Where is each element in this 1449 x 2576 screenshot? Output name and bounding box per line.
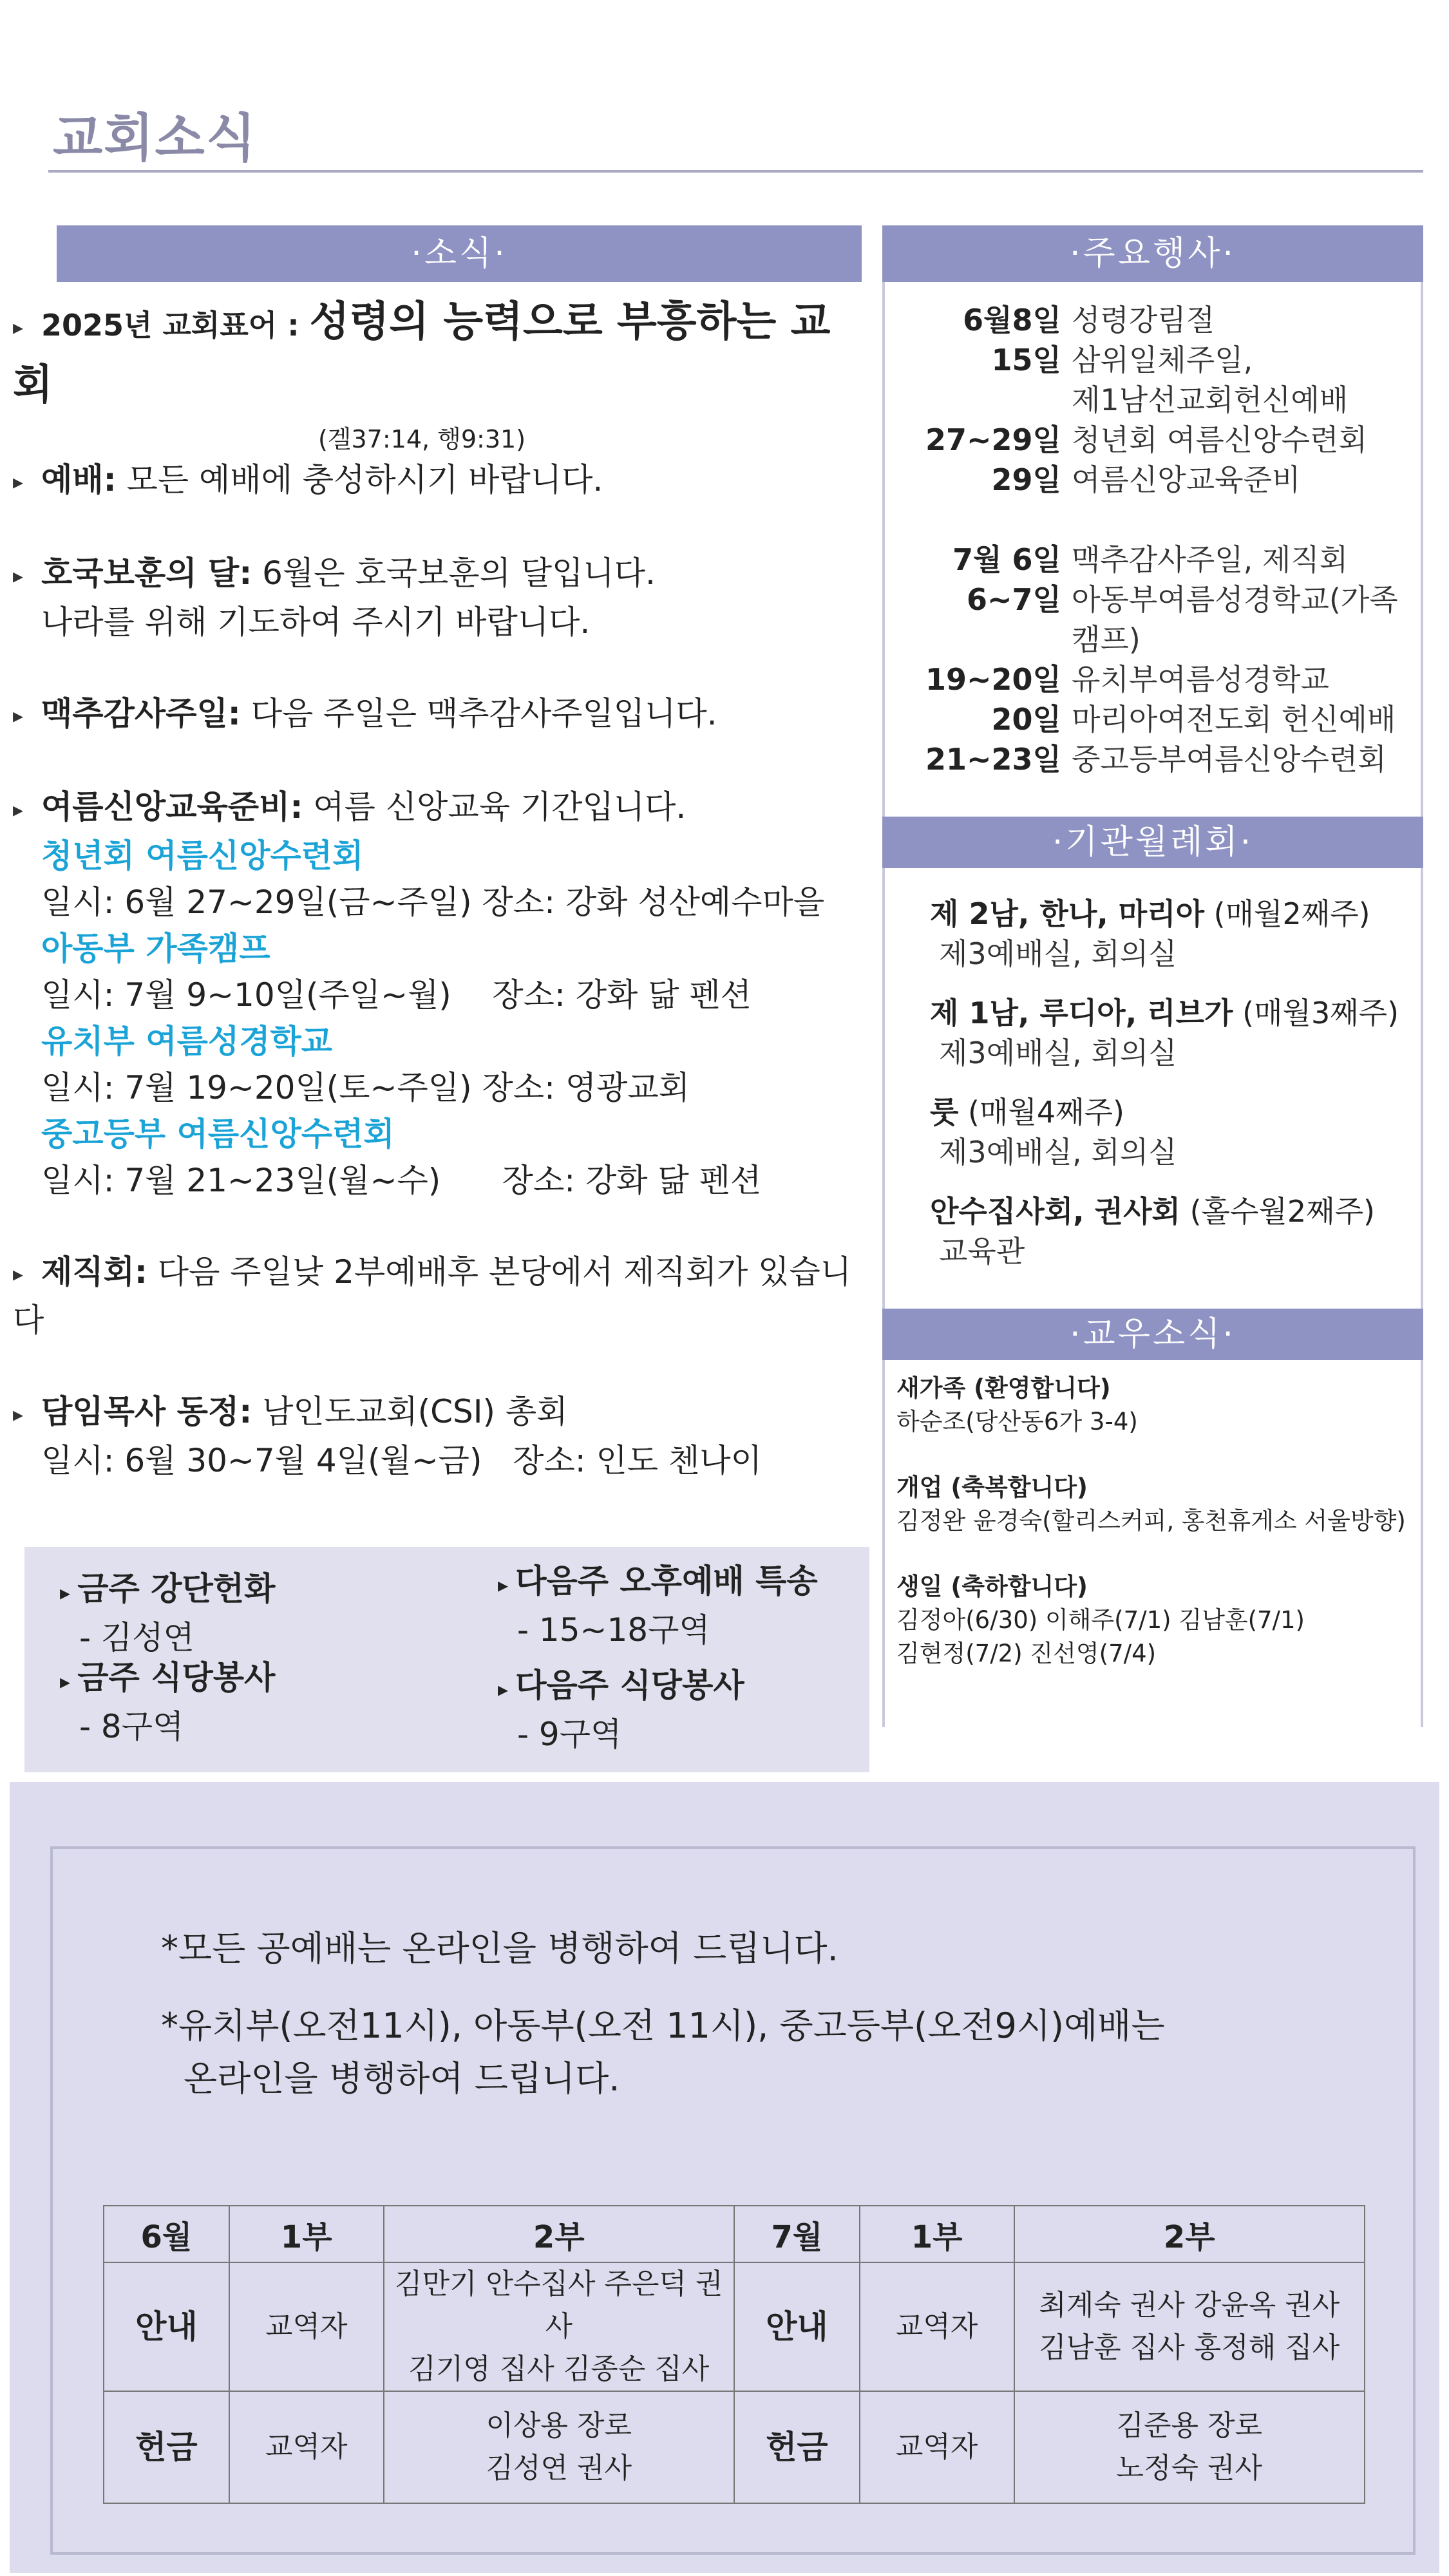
- event-row: [885, 620, 1421, 659]
- member-news-item: [885, 1372, 1421, 1439]
- triangle-bullet-icon: ▸: [13, 314, 24, 339]
- service-rota-table: [103, 2205, 1365, 2504]
- event-name: 아동부여름성경학교(가족: [1072, 582, 1398, 617]
- pastor-title: 담임목사 동정:: [41, 1393, 252, 1430]
- event-date: 7월 6일: [952, 542, 1061, 577]
- program-detail: 일시: 6월 27~29일(금~주일) 장소: 강화 성산예수마을: [41, 883, 825, 921]
- event-row: [885, 420, 1421, 460]
- event-name: 성령강림절: [1072, 303, 1215, 337]
- rota-role: 헌금: [104, 2391, 229, 2503]
- duty-box: [24, 1547, 869, 1772]
- triangle-bullet-icon: ▸: [13, 797, 24, 822]
- meetings-panel: [882, 868, 1423, 1309]
- duty-item: [60, 1655, 275, 1749]
- program-detail: 일시: 7월 9~10일(주일~월) 장소: 강화 닮 펜션: [41, 976, 752, 1014]
- event-row: [885, 340, 1421, 380]
- event-row: [885, 699, 1421, 739]
- member-news-title: 개업 (축복합니다): [896, 1473, 1088, 1501]
- council-title: 제직회:: [41, 1253, 147, 1291]
- duty-title: 다음주 식당봉사: [515, 1667, 744, 1704]
- rota-cell-line: 노정숙 권사: [1116, 2452, 1263, 2485]
- news-header: ·소식·: [57, 225, 862, 282]
- members-header: ·교우소식·: [882, 1309, 1423, 1360]
- event-row: [885, 540, 1421, 580]
- thanksgiving-text: 다음 주일은 맥추감사주일입니다.: [240, 694, 717, 732]
- program-name: 청년회 여름신앙수련회: [41, 837, 364, 875]
- meetings-header: ·기관월례회·: [882, 817, 1423, 868]
- meeting-name: 룻: [930, 1095, 959, 1130]
- duty-title: 다음주 오후예배 특송: [515, 1562, 818, 1600]
- meeting-name: 제 1남, 루디아, 리브가: [930, 996, 1233, 1030]
- rota-cell-line: 이상용 장로: [486, 2409, 632, 2442]
- duty-item: [498, 1558, 818, 1653]
- event-date: [885, 380, 1072, 420]
- event-name: 유치부여름성경학교: [1072, 662, 1329, 697]
- meeting-place: 교육관: [939, 1234, 1025, 1269]
- pastor-text: 남인도교회(CSI) 총회: [252, 1393, 568, 1430]
- rota-cell-line: 김준용 장로: [1116, 2409, 1263, 2442]
- duty-value: - 8구역: [79, 1708, 184, 1745]
- event-row: [885, 460, 1421, 500]
- council-text: 다음 주일낮 2부예배후 본당에서 제직회가 있습니다: [13, 1253, 852, 1339]
- event-spacer: [885, 500, 1421, 540]
- member-news-line: 김정완 윤경숙(할리스커피, 홍천휴게소 서울방향): [896, 1507, 1406, 1535]
- meeting-item: [885, 1191, 1421, 1271]
- meeting-item: [885, 993, 1421, 1073]
- duty-title: 금주 식당봉사: [77, 1659, 276, 1696]
- event-name: 마리아여전도회 헌신예배: [1072, 702, 1396, 737]
- rota-header: 2부: [1014, 2206, 1365, 2262]
- memorial-text-2: 나라를 위해 기도하여 주시기 바랍니다.: [41, 603, 591, 641]
- memorial-item: [13, 550, 869, 599]
- events-panel: [882, 282, 1423, 817]
- event-name: 중고등부여름신앙수련회: [1072, 742, 1387, 777]
- pastor-item: [13, 1388, 869, 1437]
- duty-value: - 9구역: [517, 1716, 622, 1753]
- meeting-frequency: (매월2째주): [1204, 896, 1370, 931]
- rota-cell: 교역자: [229, 2262, 384, 2391]
- motto-item: [13, 293, 869, 417]
- rota-header: 7월: [734, 2206, 860, 2262]
- member-news-item: [885, 1471, 1421, 1538]
- meeting-name: 제 2남, 한나, 마리아: [930, 896, 1205, 931]
- duty-item: [60, 1566, 275, 1660]
- duty-value: - 김성연: [79, 1619, 194, 1656]
- program-name: 유치부 여름성경학교: [41, 1022, 333, 1060]
- event-date: 21~23일: [925, 742, 1061, 777]
- event-date: 20일: [991, 702, 1061, 737]
- council-item: [13, 1249, 869, 1344]
- triangle-bullet-icon: ▸: [60, 1580, 78, 1605]
- rota-cell: [384, 2262, 734, 2391]
- event-name: 캠프): [1072, 622, 1141, 657]
- member-news-line: 하순조(당산동6가 3-4): [896, 1408, 1138, 1435]
- member-news-title: 생일 (축하합니다): [896, 1573, 1088, 1600]
- memorial-text: 6월은 호국보훈의 달입니다.: [252, 554, 656, 592]
- triangle-bullet-icon: ▸: [498, 1677, 516, 1701]
- rota-cell-line: 김성연 권사: [486, 2452, 632, 2485]
- rota-cell: 교역자: [860, 2262, 1014, 2391]
- event-date: 6월8일: [963, 303, 1061, 337]
- motto-reference: (겔37:14, 행9:31): [317, 424, 526, 453]
- thanksgiving-item: [13, 690, 869, 739]
- rota-header-row: [104, 2206, 1365, 2262]
- event-name: 청년회 여름신앙수련회: [1072, 422, 1367, 457]
- rota-role: 안내: [104, 2262, 229, 2391]
- triangle-bullet-icon: ▸: [13, 703, 24, 728]
- meeting-name: 안수집사회, 권사회: [930, 1194, 1180, 1229]
- duty-item: [498, 1663, 744, 1757]
- church-motto: 성령의 능력으로 부흥하는 교회: [13, 298, 831, 409]
- event-name: 제1남선교회헌신예배: [1072, 383, 1349, 417]
- meeting-place: 제3예배실, 회의실: [939, 1036, 1177, 1070]
- program-detail: 일시: 7월 21~23일(월~수) 장소: 강화 닮 펜션: [41, 1161, 762, 1199]
- triangle-bullet-icon: ▸: [13, 469, 24, 494]
- rota-cell-line: 김만기 안수집사 주은덕 권사: [395, 2268, 723, 2343]
- member-news-line: 김현정(7/2) 진선영(7/4): [896, 1640, 1157, 1667]
- meeting-item: [885, 1092, 1421, 1172]
- meeting-frequency: (매월4째주): [958, 1095, 1124, 1130]
- page-title: 교회소식: [53, 108, 258, 168]
- rota-header: 2부: [384, 2206, 734, 2262]
- memorial-title: 호국보훈의 달:: [41, 554, 252, 592]
- program-name: 중고등부 여름신앙수련회: [41, 1115, 395, 1153]
- triangle-bullet-icon: ▸: [498, 1573, 516, 1597]
- triangle-bullet-icon: ▸: [13, 1262, 24, 1286]
- online-notice-line: *유치부(오전11시), 아동부(오전 11시), 중고등부(오전9시)예배는: [161, 2005, 1165, 2046]
- rota-cell-line: 김남훈 집사 홍정해 집사: [1039, 2331, 1340, 2364]
- rota-cell: [1014, 2391, 1365, 2503]
- member-news-line: 김정아(6/30) 이해주(7/1) 김남훈(7/1): [896, 1606, 1305, 1634]
- program-detail: 일시: 7월 19~20일(토~주일) 장소: 영광교회: [41, 1068, 690, 1106]
- rota-cell: [1014, 2262, 1365, 2391]
- duty-title: 금주 강단헌화: [77, 1570, 276, 1607]
- rota-row: [104, 2262, 1365, 2391]
- event-date: 27~29일: [925, 422, 1061, 457]
- worship-title: 예배:: [41, 460, 117, 498]
- rota-header: 6월: [104, 2206, 229, 2262]
- members-panel: [882, 1360, 1423, 1727]
- rota-cell: 교역자: [860, 2391, 1014, 2503]
- meeting-frequency: (매월3째주): [1233, 996, 1399, 1030]
- rota-cell: [384, 2391, 734, 2503]
- member-news-item: [885, 1570, 1421, 1671]
- event-date: [885, 620, 1072, 659]
- rota-header: 1부: [229, 2206, 384, 2262]
- rota-cell: 교역자: [229, 2391, 384, 2503]
- duty-value: - 15~18구역: [517, 1611, 710, 1649]
- rota-cell-line: 김기영 집사 김종순 집사: [408, 2353, 710, 2385]
- triangle-bullet-icon: ▸: [60, 1669, 78, 1694]
- program-name: 아동부 가족캠프: [41, 929, 270, 967]
- event-date: 29일: [991, 462, 1061, 497]
- rota-header: 1부: [860, 2206, 1014, 2262]
- pastor-detail: 일시: 6월 30~7월 4일(월~금) 장소: 인도 첸나이: [41, 1441, 762, 1479]
- event-date: 15일: [991, 343, 1061, 377]
- rota-role: 안내: [734, 2262, 860, 2391]
- event-row: [885, 300, 1421, 340]
- rota-row: [104, 2391, 1365, 2503]
- online-notice-line: 온라인을 병행하여 드립니다.: [184, 2058, 620, 2099]
- event-row: [885, 739, 1421, 779]
- meeting-place: 제3예배실, 회의실: [939, 1135, 1177, 1170]
- triangle-bullet-icon: ▸: [13, 563, 24, 588]
- meeting-frequency: (홀수월2째주): [1180, 1194, 1375, 1229]
- title-divider: [48, 170, 1423, 173]
- summer-title: 여름신앙교육준비:: [41, 788, 303, 826]
- motto-prefix: 2025년 교회표어 :: [41, 308, 310, 343]
- event-name: 맥추감사주일, 제직회: [1072, 542, 1349, 577]
- event-name: 여름신앙교육준비: [1072, 462, 1301, 497]
- event-date: 6~7일: [967, 582, 1061, 617]
- meeting-place: 제3예배실, 회의실: [939, 936, 1177, 971]
- meeting-item: [885, 894, 1421, 974]
- worship-text: 모든 예배에 충성하시기 바랍니다.: [116, 460, 603, 498]
- member-news-title: 새가족 (환영합니다): [896, 1374, 1111, 1402]
- event-row: [885, 580, 1421, 620]
- news-section: [13, 293, 869, 1484]
- event-name: 삼위일체주일,: [1072, 343, 1253, 377]
- events-header: ·주요행사·: [882, 225, 1423, 282]
- event-row: [885, 380, 1421, 420]
- thanksgiving-title: 맥추감사주일:: [41, 694, 241, 732]
- summer-text: 여름 신앙교육 기간입니다.: [303, 788, 687, 826]
- online-notice-line: *모든 공예배는 온라인을 병행하여 드립니다.: [161, 1928, 838, 1969]
- worship-item: [13, 457, 869, 506]
- rota-role: 헌금: [734, 2391, 860, 2503]
- triangle-bullet-icon: ▸: [13, 1401, 24, 1426]
- summer-education-item: [13, 784, 869, 833]
- rota-cell-line: 최계숙 권사 강윤옥 권사: [1039, 2289, 1340, 2322]
- event-date: 19~20일: [925, 662, 1061, 697]
- event-row: [885, 659, 1421, 699]
